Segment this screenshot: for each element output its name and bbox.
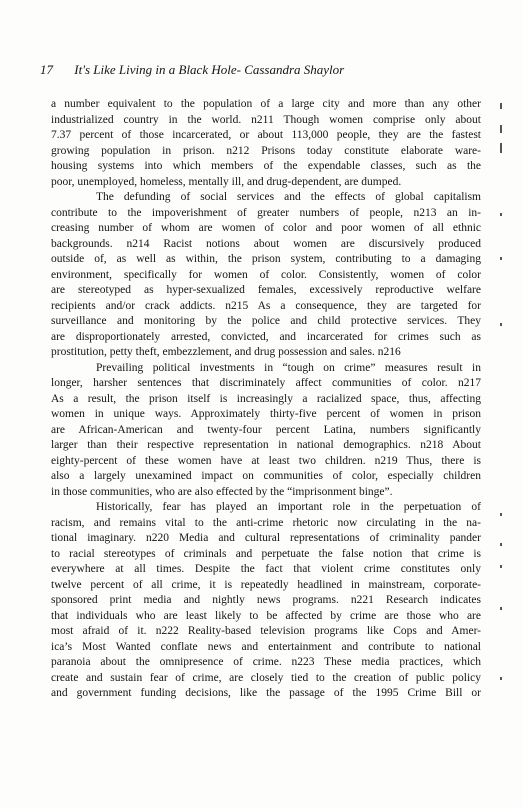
text-line: creasing number of whom are women of color and poor women of all ethnic bbox=[51, 222, 481, 234]
text-line: that individuals who are least likely to be affected by crime are those who are bbox=[51, 609, 481, 622]
text-line: industrialized country in the world. n211 Though women comprise only about bbox=[51, 113, 481, 126]
body-text bbox=[51, 97, 481, 702]
margin-mark bbox=[500, 607, 502, 610]
text-line: to racial stereotypes of criminals and perpetuate the false notion that crime is bbox=[51, 547, 481, 560]
text-line: environment, specifically for women of color. Consistently, women of color bbox=[51, 268, 481, 281]
margin-mark bbox=[500, 125, 502, 133]
text-line: tional imaginary. n220 Media and cultural representations of criminality pander bbox=[51, 532, 481, 544]
margin-mark bbox=[500, 257, 502, 260]
text-line: contribute to the impoverishment of greater numbers of people, n213 an in- bbox=[51, 206, 481, 219]
margin-mark bbox=[500, 513, 502, 516]
text-line: are African-American and twenty-four percent Latina, numbers significantly bbox=[51, 423, 481, 436]
text-line: sponsored print media and nightly news programs. n221 Research indicates bbox=[51, 594, 481, 606]
text-line: longer, harsher sentences that discriminately affect communities of color. n217 bbox=[51, 377, 481, 389]
text-line: paranoia about the omnipresence of crime. n223 These media practices, which bbox=[51, 656, 481, 668]
running-header bbox=[40, 62, 344, 78]
text-line: housing systems into which members of the expendable classes, such as the bbox=[51, 160, 481, 172]
text-line: 7.37 percent of those incarcerated, or about 113,000 people, they are the fastest bbox=[51, 129, 481, 141]
text-line: women in unique ways. Approximately thirty-five percent of women in prison bbox=[51, 408, 481, 420]
text-line: in those communities, who are also effected by the “imprisonment binge”. bbox=[51, 485, 393, 498]
text-line: growing population in prison. n212 Prisons today constitute elaborate ware- bbox=[51, 144, 481, 157]
margin-mark bbox=[500, 677, 502, 680]
margin-mark bbox=[500, 103, 502, 109]
text-line: outside of, as well as within, the prison system, contributing to a damaging bbox=[51, 253, 481, 265]
text-line: a number equivalent to the population of a large city and more than any other bbox=[51, 98, 481, 110]
text-line: larger than their respective representation in national demographics. n218 About bbox=[51, 439, 481, 451]
text-line: ica’s Most Wanted conflate news and entertainment and contribute to national bbox=[51, 640, 481, 653]
text-line: recipients and/or crack addicts. n215 As a consequence, they are targeted for bbox=[51, 299, 481, 312]
text-line: and government funding decisions, like the passage of the 1995 Crime Bill or bbox=[51, 687, 481, 699]
text-line: The defunding of social services and the effects of global capitalism bbox=[96, 191, 481, 203]
margin-mark bbox=[500, 565, 502, 568]
text-line: everywhere at all times. Despite the fact that violent crime constitutes only bbox=[51, 563, 481, 575]
text-line: As a result, the prison itself is increasingly a racialized space, thus, affecting bbox=[51, 392, 481, 405]
text-line: Prevailing political investments in “tough on crime” measures result in bbox=[96, 361, 481, 374]
text-line: also a largely unexamined impact on communities of color, especially children bbox=[51, 470, 481, 482]
text-line: poor, unemployed, homeless, mentally ill, and drug-dependent, are dumped. bbox=[51, 175, 402, 188]
margin-mark bbox=[500, 543, 502, 546]
margin-mark bbox=[500, 213, 502, 216]
text-line: twelve percent of all crime, it is repeatedly headlined in mainstream, corporate- bbox=[51, 578, 481, 591]
text-line: create and sustain fear of crime, are closely tied to the creation of public policy bbox=[51, 671, 481, 684]
text-line: surveillance and monitoring by the police and child protective services. They bbox=[51, 315, 481, 327]
text-line: Historically, fear has played an important role in the perpetuation of bbox=[96, 501, 481, 513]
text-line: eighty-percent of these women have at least two children. n219 Thus, there is bbox=[51, 454, 481, 467]
text-line: racism, and remains vital to the anti-crime rhetoric now circulating in the na- bbox=[51, 516, 481, 529]
margin-mark bbox=[500, 143, 502, 153]
margin-mark bbox=[500, 323, 502, 326]
text-line: backgrounds. n214 Racist notions about women are discursively produced bbox=[51, 237, 481, 250]
running-title: It's Like Living in a Black Hole- Cassandra Shaylor bbox=[74, 62, 345, 77]
text-line: are stereotyped as hyper-sexualized females, excessively reproductive welfare bbox=[51, 284, 481, 296]
text-line: most afraid of it. n222 Reality-based television programs like Cops and Amer- bbox=[51, 625, 481, 637]
text-line: prostitution, petty theft, embezzlement, and drug possession and sales. n216 bbox=[51, 346, 401, 358]
page-number: 17 bbox=[40, 62, 53, 77]
text-line: are disproportionately arrested, convicted, and incarcerated for crimes such as bbox=[51, 330, 481, 343]
